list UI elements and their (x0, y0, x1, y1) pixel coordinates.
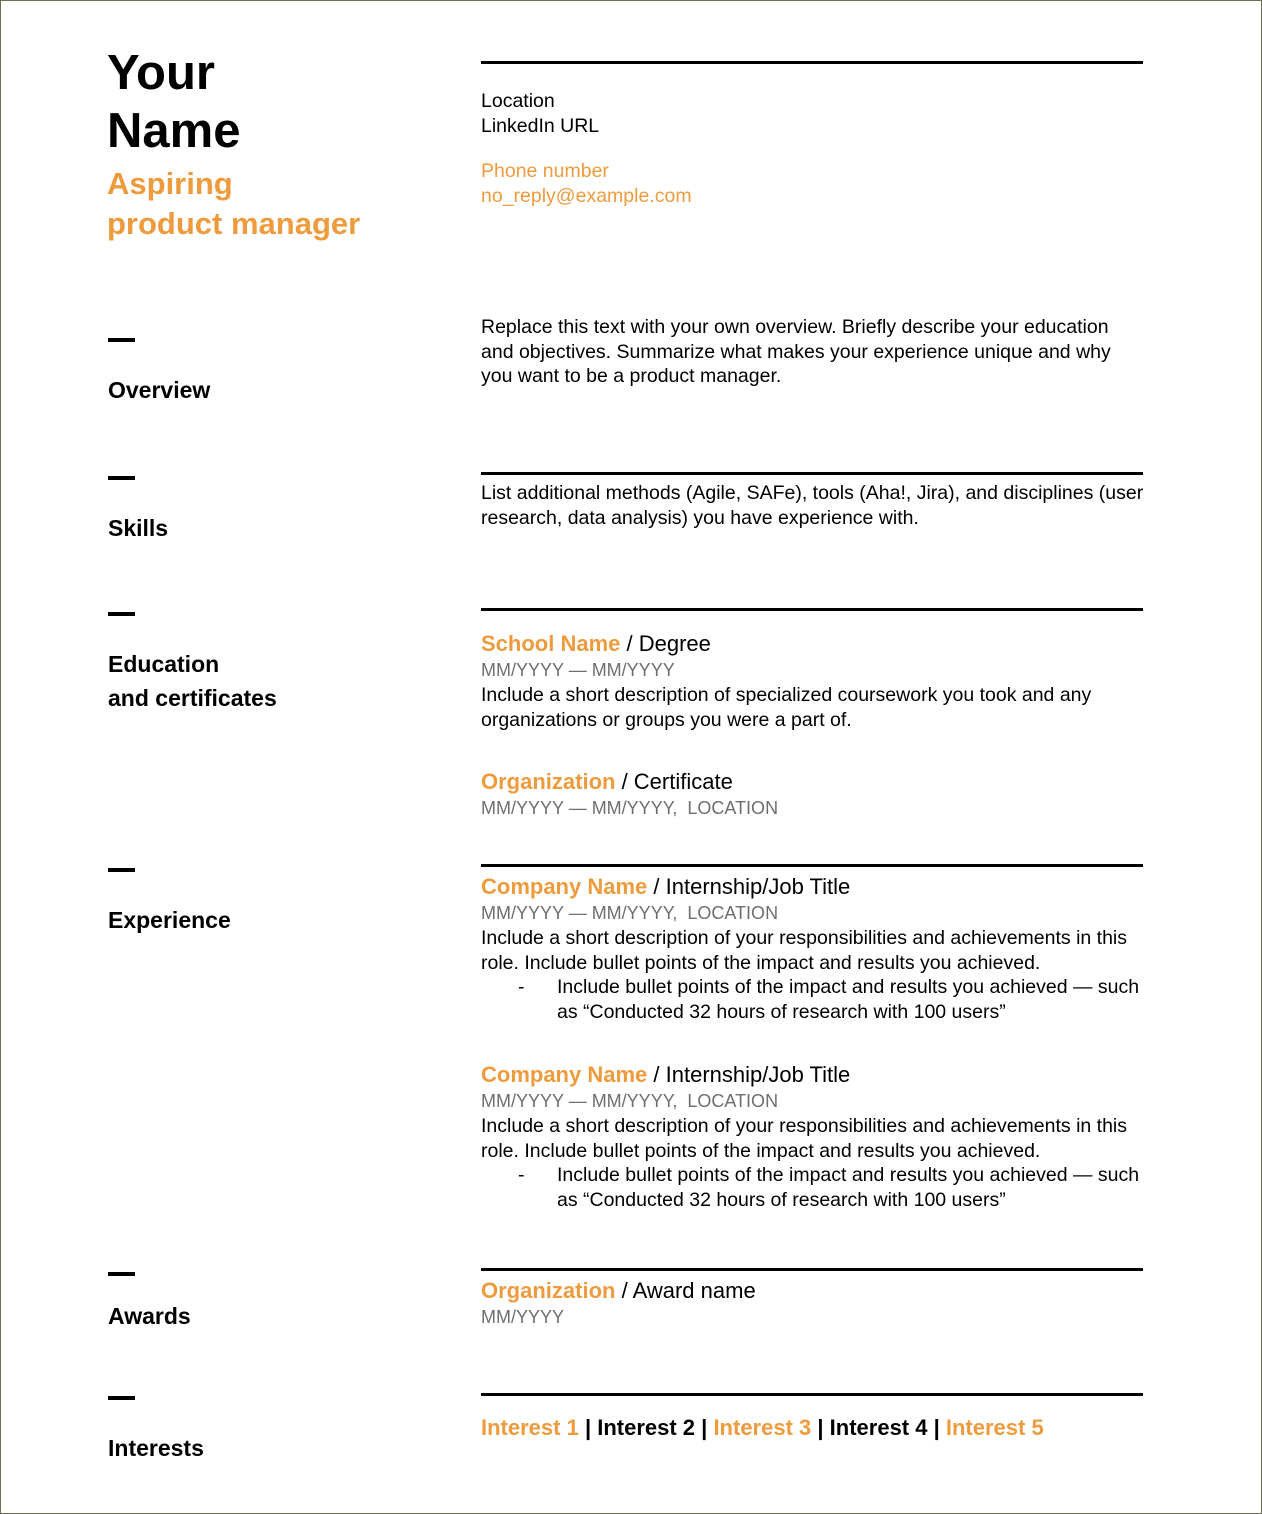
awards-dash (108, 1272, 135, 1276)
education-entry (481, 630, 1149, 732)
interest-separator: | (695, 1415, 714, 1440)
bullet-marker: - (518, 976, 525, 998)
interest-separator: | (927, 1415, 946, 1440)
contact-block-accent (481, 159, 1143, 208)
overview-title: Overview (108, 377, 211, 403)
skills-dash (108, 476, 135, 480)
overview-dash (108, 338, 135, 342)
certificate-dates: MM/YYYY — MM/YYYY, LOCATION (481, 798, 779, 818)
experience-description: Include a short description of your responsibilities and achievements in this role. Include bullet points of the impact and results you achieved. (481, 1115, 1128, 1162)
interests-title: Interests (108, 1435, 204, 1461)
job-title: Internship/Job Title (665, 874, 851, 899)
education-dates: MM/YYYY — MM/YYYY (481, 660, 675, 680)
header-rule (481, 61, 1143, 64)
heading-separator: / (615, 1278, 633, 1303)
contact-block (481, 89, 1143, 138)
interest-item: Interest 2 (597, 1415, 696, 1440)
interest-separator: | (811, 1415, 830, 1440)
company-name: Company Name (481, 1062, 648, 1087)
degree: Degree (638, 631, 711, 656)
linkedin-url: LinkedIn URL (481, 114, 600, 137)
bullet-text: Include bullet points of the impact and results you achieved — such as “Conducted 32 hours of research with 100 users” (557, 976, 1140, 1023)
bullet-text: Include bullet points of the impact and results you achieved — such as “Conducted 32 hours of research with 100 users” (557, 1164, 1140, 1211)
bullet-marker: - (518, 1164, 525, 1186)
experience-dates: MM/YYYY — MM/YYYY, LOCATION (481, 903, 779, 923)
awards-rule (481, 1268, 1143, 1271)
experience-entry (481, 873, 1149, 1024)
award-entry (481, 1277, 1149, 1329)
skills-rule (481, 472, 1143, 475)
job-title-heading (107, 164, 360, 244)
bullet-item (481, 1163, 1149, 1212)
experience-title: Experience (108, 907, 231, 933)
award-name: Award name (632, 1278, 756, 1303)
award-organization: Organization (481, 1278, 616, 1303)
entry-heading (481, 630, 1149, 658)
certificate-entry (481, 768, 1149, 820)
heading-separator: / (620, 631, 639, 656)
job-title-line-1: Aspiring (107, 166, 233, 201)
education-title-line-1: Education (108, 651, 220, 677)
entry-heading (481, 1061, 1149, 1089)
heading-separator: / (647, 1062, 666, 1087)
education-title (108, 647, 277, 715)
skills-text: List additional methods (Agile, SAFe), tools (Aha!, Jira), and disciplines (user research, data analysis) you have experience with. (481, 482, 1144, 529)
experience-rule (481, 864, 1143, 867)
location: Location (481, 90, 555, 112)
education-rule (481, 608, 1143, 611)
interests-list (481, 1414, 1149, 1442)
heading-separator: / (647, 874, 666, 899)
interest-item: Interest 3 (713, 1415, 812, 1440)
skills-title: Skills (108, 515, 169, 541)
awards-title: Awards (108, 1303, 191, 1329)
experience-entry (481, 1061, 1149, 1212)
name-line-2: Name (107, 104, 241, 158)
experience-dash (108, 868, 135, 872)
name-line-1: Your (107, 46, 215, 100)
interest-item: Interest 4 (829, 1415, 928, 1440)
phone-number: Phone number (481, 160, 609, 182)
overview-text: Replace this text with your own overview. Briefly describe your education and objectives. Summarize what makes your experience unique and why you want to be a product manager. (481, 316, 1111, 387)
school-name: School Name (481, 631, 621, 656)
job-title: Internship/Job Title (665, 1062, 851, 1087)
entry-heading (481, 1277, 1149, 1305)
education-title-line-2: and certificates (108, 685, 277, 711)
interest-item: Interest 5 (945, 1415, 1044, 1440)
interest-item: Interest 1 (481, 1415, 579, 1440)
interests-rule (481, 1393, 1143, 1396)
name-heading (107, 44, 240, 160)
education-dash (108, 612, 135, 616)
experience-description: Include a short description of your responsibilities and achievements in this role. Include bullet points of the impact and results you achieved. (481, 927, 1128, 974)
experience-dates: MM/YYYY — MM/YYYY, LOCATION (481, 1091, 779, 1111)
entry-heading (481, 768, 1149, 796)
bullet-item (481, 975, 1149, 1024)
interest-separator: | (578, 1415, 598, 1440)
job-title-line-2: product manager (107, 206, 361, 241)
education-description: Include a short description of specialized coursework you took and any organizations or groups you were a part of. (481, 684, 1092, 731)
company-name: Company Name (481, 874, 648, 899)
interests-dash (108, 1396, 135, 1400)
certificate-name: Certificate (633, 769, 733, 794)
entry-heading (481, 873, 1149, 901)
certificate-organization: Organization (481, 769, 616, 794)
heading-separator: / (615, 769, 634, 794)
email-address: no_reply@example.com (481, 184, 692, 207)
award-date: MM/YYYY (481, 1307, 565, 1327)
